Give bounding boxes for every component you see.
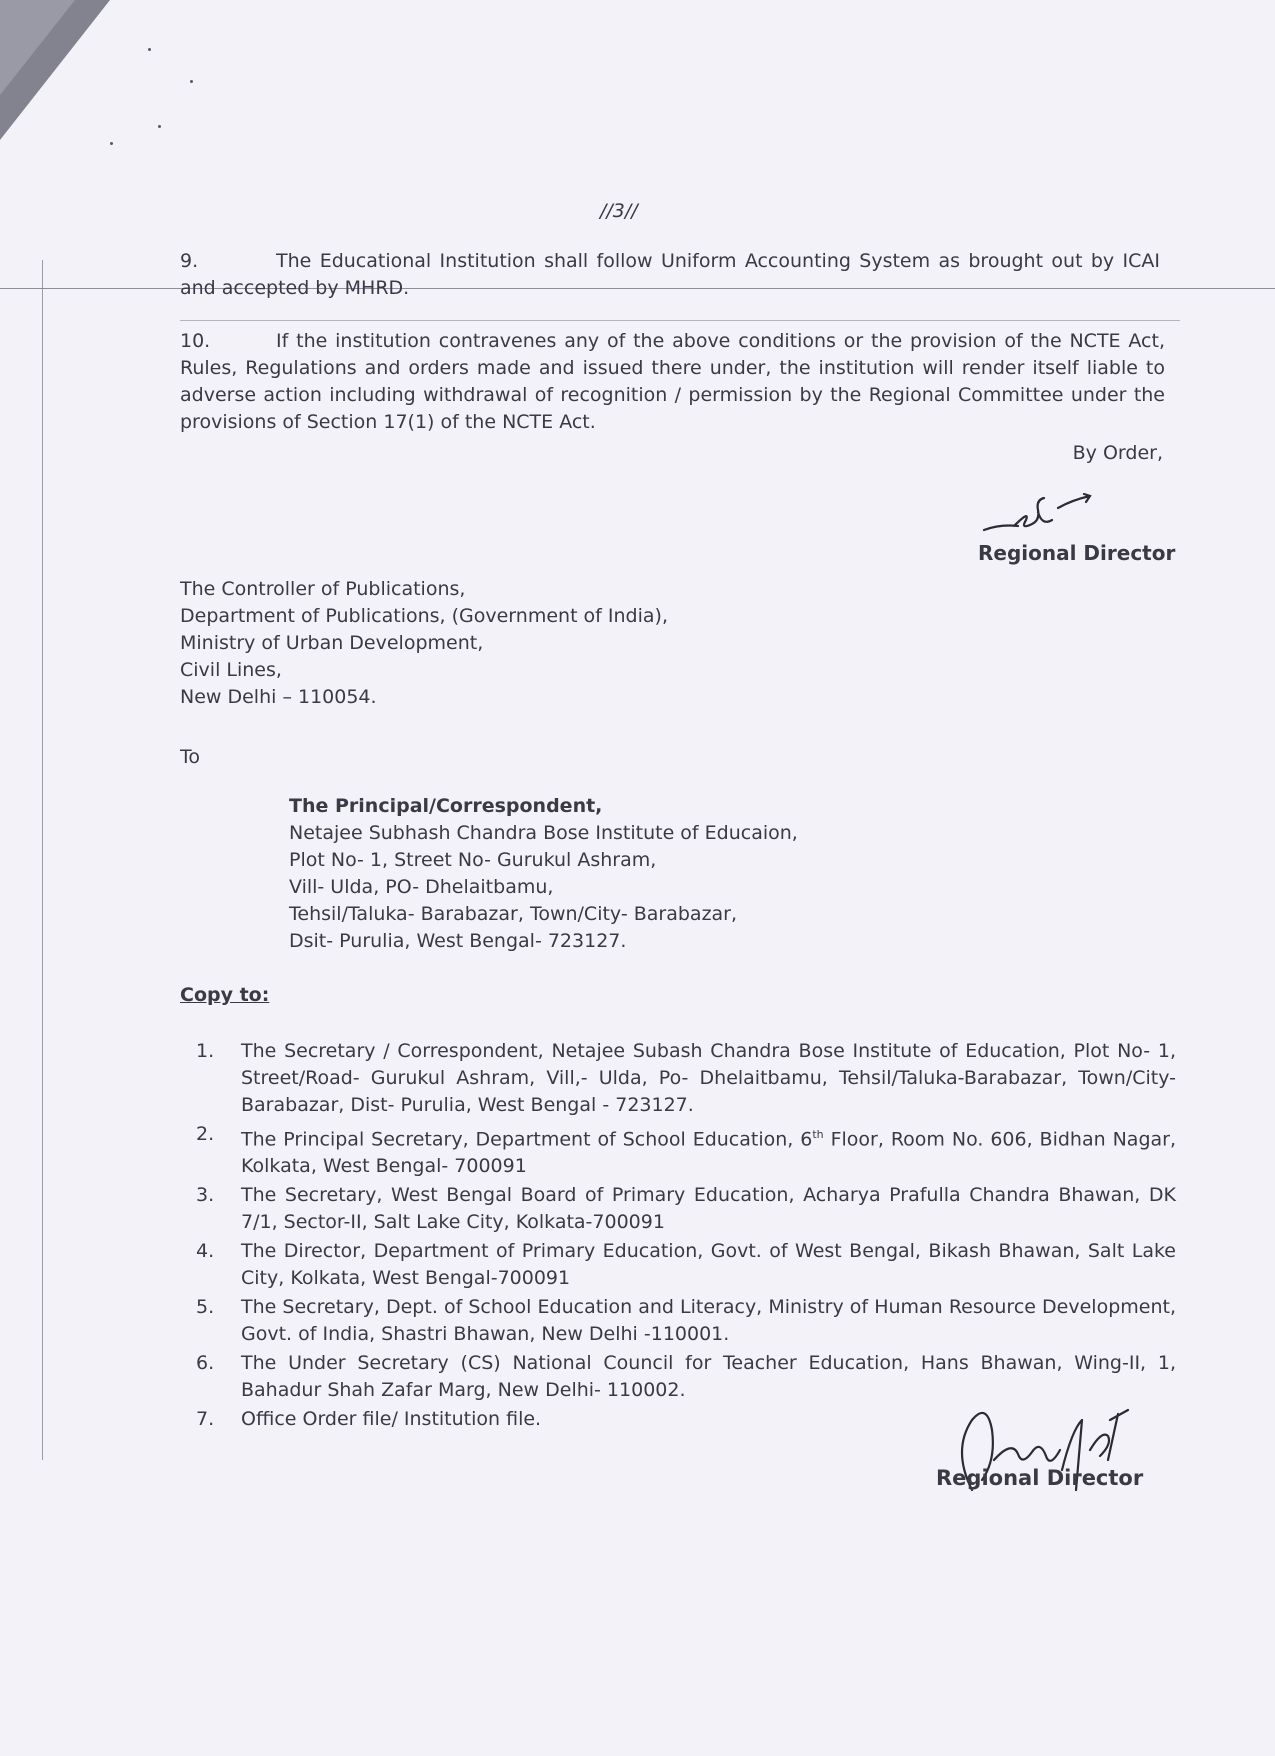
recipient-title: The Principal/Correspondent, [289,795,603,817]
list-item [196,1238,1176,1292]
by-order: By Order, [1072,442,1163,464]
to-label: To [180,746,201,768]
paragraph-number: 10. [180,330,211,352]
list-item-number: 5. [196,1296,215,1319]
list-item [196,1182,1176,1236]
address-line: Ministry of Urban Development, [180,632,484,654]
list-item-text: The Secretary / Correspondent, Netajee Subash Chandra Bose Institute of Education, Plot No- 1, Street/Road- Gurukul Ashram, Vill,- Ulda, Po- Dhelaitbamu, Tehsil/Taluka-Barabazar, Town/City- Barabazar, Dist- Purulia, West Bengal - 723127. [241,1040,1176,1116]
address-line: New Delhi – 110054. [180,686,377,708]
list-item-number: 4. [196,1240,215,1263]
list-item-number: 3. [196,1184,215,1207]
address-line: The Controller of Publications, [180,578,466,600]
list-item-text: Office Order file/ Institution file. [241,1408,542,1431]
paragraph-text: The Educational Institution shall follow Uniform Accounting System as brought out by ICAI and accepted by MHRD. [180,250,1160,299]
scan-speck [148,48,151,51]
list-item-text: The Secretary, West Bengal Board of Primary Education, Acharya Prafulla Chandra Bhawan, DK 7/1, Sector-II, Salt Lake City, Kolkata-700091 [241,1184,1176,1234]
list-item [196,1294,1176,1348]
paragraph-number: 9. [180,250,199,272]
list-item-text: The Principal Secretary, Department of School Education, 6 [241,1128,813,1151]
address-block [180,576,668,711]
list-item-text: The Director, Department of Primary Education, Govt. of West Bengal, Bikash Bhawan, Salt Lake City, Kolkata, West Bengal-700091 [241,1240,1176,1290]
scan-speck [158,125,161,128]
address-line: Civil Lines, [180,659,282,681]
scan-corner-fold [0,0,75,95]
scan-speck [190,80,193,83]
final-signatory-title: Regional Director [936,1466,1144,1490]
list-item [196,1121,1176,1180]
recipient-line: Plot No- 1, Street No- Gurukul Ashram, [289,849,657,871]
recipient-line: Dsit- Purulia, West Bengal- 723127. [289,930,627,952]
recipient-line: Netajee Subhash Chandra Bose Institute of Educaion, [289,822,798,844]
copy-to-heading: Copy to: [180,984,270,1006]
signatory-title: Regional Director [978,541,1176,565]
list-item-number: 1. [196,1040,215,1062]
copy-to-list [196,1038,1176,1435]
recipient-block [289,793,798,955]
scan-speck [110,142,113,145]
page-number: //3// [600,200,638,222]
ordinal-suffix: th [812,1128,824,1141]
address-line: Department of Publications, (Government of India), [180,605,668,627]
paragraph-text: If the institution contravenes any of the above conditions or the provision of the NCTE Act, Rules, Regulations and orders made and issued there under, the institution will render itself liable to adverse action including withdrawal of recognition / permission by the Regional Committee under the provisions of Section 17(1) of the NCTE Act. [180,330,1165,433]
recipient-line: Tehsil/Taluka- Barabazar, Town/City- Barabazar, [289,903,738,925]
list-item-text: Floor, Room No. 606, Bidhan Nagar, Kolkata, West Bengal- 700091 [241,1128,1176,1178]
list-item-number: 7. [196,1408,215,1431]
paragraph-9 [180,248,1160,302]
recipient-line: Vill- Ulda, PO- Dhelaitbamu, [289,876,554,898]
sd-signature-mark [980,490,1100,540]
list-item-number: 6. [196,1352,215,1375]
paragraph-10 [180,328,1165,436]
list-item [196,1038,1176,1119]
list-item-text: The Secretary, Dept. of School Education and Literacy, Ministry of Human Resource Development, Govt. of India, Shastri Bhawan, New Delhi -110001. [241,1296,1176,1346]
list-item-number: 2. [196,1123,215,1145]
scan-margin-line [42,260,43,1460]
list-item-text: The Under Secretary (CS) National Council for Teacher Education, Hans Bhawan, Wing-II, 1, Bahadur Shah Zafar Marg, New Delhi- 110002. [241,1352,1176,1402]
scan-fold-line [180,320,1180,321]
